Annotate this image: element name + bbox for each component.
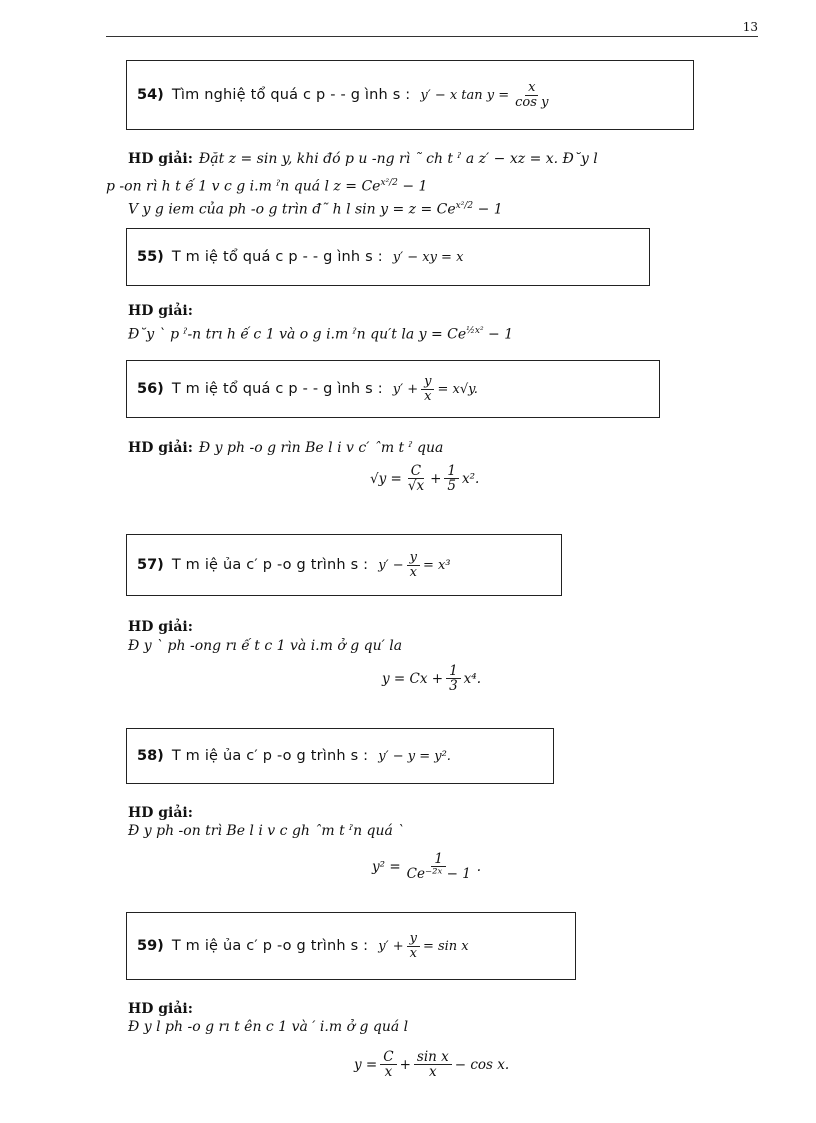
problem-equation: y′ − $\frac{y}{x}$ = x³ (378, 549, 451, 580)
problem-equation: y′ − xy = x (392, 249, 464, 265)
problem-text: T m iệ tổ quá c p - - g ình s : (171, 381, 383, 397)
solution-label: HD giải: (128, 151, 193, 167)
solution-label: HD giải: (128, 805, 193, 821)
problem-equation: y′ + $\frac{y}{x}$ = sin x (378, 930, 469, 961)
page-number: 13 (742, 20, 758, 34)
problem-text: T m iệ ủa c′ p -o g trình s : (171, 557, 369, 573)
problem-57-box (126, 534, 562, 596)
solution-label: HD giải: (128, 619, 193, 635)
solution-56: HD giải: Đ y ph -o g rìn Be l i v c′ ˆm t ˀ qua (128, 440, 444, 456)
solution-54-line3: V y g iem của ph -o g trìn đ˜ h l $\sin y = z = Ce^{x^2/2} - 1$ (128, 201, 503, 218)
header-rule (106, 36, 758, 37)
solution-54: HD giải: Đặt z = sin y, khi đó p u -ng rì ˜ ch t ˀ a z′ − xz = x. Đ˘y l (128, 151, 598, 167)
problem-59-box (126, 912, 576, 980)
problem-equation: y′ − y = y². (378, 748, 451, 764)
problem-number: 56) (137, 381, 164, 397)
solution-59-formula: y = $\frac{C}{x}$ + $\frac{\text{sin x}}{x}$ − cos x. (354, 1049, 510, 1081)
solution-57-line1: Đ y ˋ ph -ong rı ế t c 1 và i.m ở g qu′ la (128, 638, 403, 654)
solution-59-line1: Đ y l ph -o g rı t ên c 1 và ′ i.m ở g quá l (128, 1019, 409, 1035)
solution-55-line1: Đ˘y ˋ p ˀ-n trı h ế c 1 và o g i.m ˀn qu′t la $y = Ce^{\frac{1}{2}x^2} - 1$ (128, 326, 514, 343)
solution-58-formula: y² = $\frac{1}{\text{Ce⁻²ˣ − 1}}$ . (372, 851, 482, 883)
solution-54-line2: p -on rì h t ế 1 v c g i.m ˀn quá l $z = Ce^{x^2/2} - 1$ (106, 178, 428, 195)
problem-number: 59) (137, 938, 164, 954)
problem-56-box (126, 360, 660, 418)
solution-56-formula: √y = $\frac{C}{√x}$ + $\frac{1}{5}$ x². (370, 463, 480, 495)
problem-equation: y′ + $\frac{y}{x}$ = x√y. (392, 373, 478, 404)
problem-text: T m iệ ủa c′ p -o g trình s : (171, 748, 369, 764)
solution-57 (128, 618, 199, 636)
solution-label: HD giải: (128, 303, 193, 319)
problem-number: 58) (137, 748, 164, 764)
problem-number: 55) (137, 249, 164, 265)
problem-number: 54) (137, 87, 164, 103)
solution-57-formula: y = Cx + $\frac{1}{3}$ x⁴. (382, 663, 481, 695)
problem-text: Tìm nghiệ tổ quá c p - - g ình s : (171, 87, 411, 103)
problem-55-box (126, 228, 650, 286)
solution-59 (128, 1000, 199, 1018)
problem-text: T m iệ ủa c′ p -o g trình s : (171, 938, 369, 954)
problem-number: 57) (137, 557, 164, 573)
problem-text: T m iệ tổ quá c p - - g ình s : (171, 249, 383, 265)
solution-58 (128, 804, 199, 822)
solution-58-line1: Đ y ph -on trì Be l i v c gh ˆm t ˀn quá ˋ (128, 823, 405, 839)
problem-58-box (126, 728, 554, 784)
problem-equation: y′ − x tan y = $\frac{x}{\text{cos y}}$ (420, 79, 549, 110)
solution-55 (128, 302, 199, 320)
solution-label: HD giải: (128, 1001, 193, 1017)
solution-label: HD giải: (128, 440, 193, 456)
problem-54-box (126, 60, 694, 130)
